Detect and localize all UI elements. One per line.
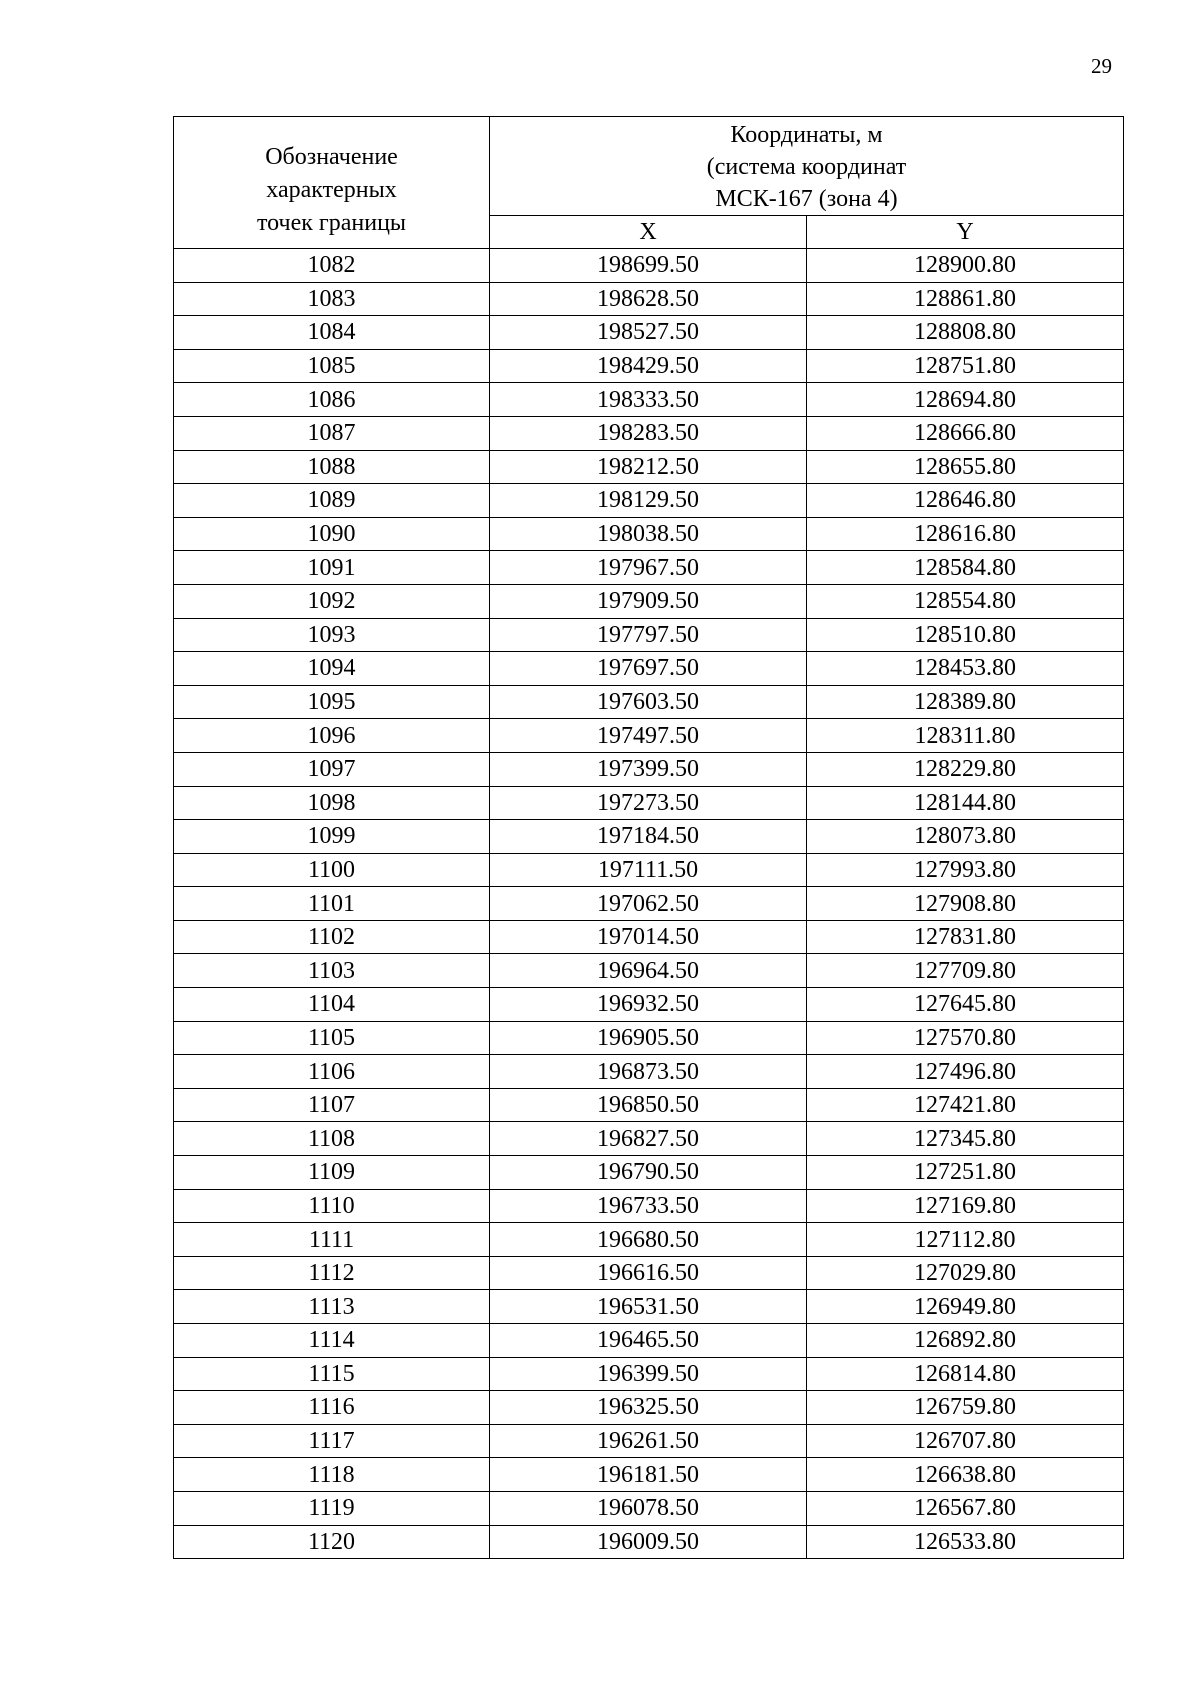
x-coordinate-cell: 196399.50 bbox=[490, 1357, 807, 1391]
y-coordinate-cell: 127251.80 bbox=[807, 1156, 1124, 1190]
point-header-line-2: характерных bbox=[266, 177, 397, 203]
page-number: 29 bbox=[1091, 54, 1112, 78]
table-row bbox=[174, 1491, 1124, 1525]
point-cell: 1119 bbox=[174, 1491, 490, 1525]
table-row bbox=[174, 282, 1124, 316]
table-row bbox=[174, 988, 1124, 1022]
y-coordinate-cell: 127709.80 bbox=[807, 954, 1124, 988]
y-coordinate-cell: 128616.80 bbox=[807, 517, 1124, 551]
x-coordinate-cell: 196932.50 bbox=[490, 988, 807, 1022]
y-coordinate-cell: 128584.80 bbox=[807, 551, 1124, 585]
y-coordinate-cell: 126567.80 bbox=[807, 1491, 1124, 1525]
table-row bbox=[174, 652, 1124, 686]
x-coordinate-cell: 196325.50 bbox=[490, 1391, 807, 1425]
x-coordinate-cell: 196850.50 bbox=[490, 1088, 807, 1122]
y-coordinate-cell: 128694.80 bbox=[807, 383, 1124, 417]
point-cell: 1120 bbox=[174, 1525, 490, 1559]
y-coordinate-cell: 126638.80 bbox=[807, 1458, 1124, 1492]
x-column-header: X bbox=[490, 216, 807, 249]
table-row bbox=[174, 1290, 1124, 1324]
point-cell: 1094 bbox=[174, 652, 490, 686]
table-row bbox=[174, 1357, 1124, 1391]
x-coordinate-cell: 197399.50 bbox=[490, 752, 807, 786]
point-cell: 1090 bbox=[174, 517, 490, 551]
table-row bbox=[174, 1088, 1124, 1122]
x-coordinate-cell: 196680.50 bbox=[490, 1223, 807, 1257]
y-coordinate-cell: 127169.80 bbox=[807, 1189, 1124, 1223]
table-row bbox=[174, 752, 1124, 786]
x-coordinate-cell: 198129.50 bbox=[490, 484, 807, 518]
table-row bbox=[174, 1391, 1124, 1425]
y-coordinate-cell: 126707.80 bbox=[807, 1424, 1124, 1458]
table-row bbox=[174, 920, 1124, 954]
point-cell: 1089 bbox=[174, 484, 490, 518]
coordinates-group-header bbox=[490, 117, 1124, 216]
point-cell: 1097 bbox=[174, 752, 490, 786]
point-cell: 1096 bbox=[174, 719, 490, 753]
point-cell: 1116 bbox=[174, 1391, 490, 1425]
point-cell: 1093 bbox=[174, 618, 490, 652]
x-coordinate-cell: 198333.50 bbox=[490, 383, 807, 417]
y-coordinate-cell: 128655.80 bbox=[807, 450, 1124, 484]
y-coordinate-cell: 126892.80 bbox=[807, 1324, 1124, 1358]
point-cell: 1101 bbox=[174, 887, 490, 921]
point-cell: 1085 bbox=[174, 349, 490, 383]
x-coordinate-cell: 196009.50 bbox=[490, 1525, 807, 1559]
table-row bbox=[174, 853, 1124, 887]
point-cell: 1109 bbox=[174, 1156, 490, 1190]
point-cell: 1117 bbox=[174, 1424, 490, 1458]
table-row bbox=[174, 719, 1124, 753]
x-coordinate-cell: 196905.50 bbox=[490, 1021, 807, 1055]
x-coordinate-cell: 198283.50 bbox=[490, 416, 807, 450]
table-row bbox=[174, 316, 1124, 350]
point-cell: 1108 bbox=[174, 1122, 490, 1156]
y-coordinate-cell: 128900.80 bbox=[807, 249, 1124, 283]
x-coordinate-cell: 198038.50 bbox=[490, 517, 807, 551]
table-row bbox=[174, 484, 1124, 518]
x-coordinate-cell: 198699.50 bbox=[490, 249, 807, 283]
table-row bbox=[174, 618, 1124, 652]
y-coordinate-cell: 128229.80 bbox=[807, 752, 1124, 786]
point-cell: 1100 bbox=[174, 853, 490, 887]
x-coordinate-cell: 196531.50 bbox=[490, 1290, 807, 1324]
point-cell: 1104 bbox=[174, 988, 490, 1022]
y-coordinate-cell: 127993.80 bbox=[807, 853, 1124, 887]
table-row bbox=[174, 1223, 1124, 1257]
x-coordinate-cell: 197967.50 bbox=[490, 551, 807, 585]
x-coordinate-cell: 196616.50 bbox=[490, 1256, 807, 1290]
x-coordinate-cell: 198429.50 bbox=[490, 349, 807, 383]
y-coordinate-cell: 126814.80 bbox=[807, 1357, 1124, 1391]
point-designation-header bbox=[174, 117, 490, 249]
point-cell: 1111 bbox=[174, 1223, 490, 1257]
x-coordinate-cell: 198628.50 bbox=[490, 282, 807, 316]
y-coordinate-cell: 128554.80 bbox=[807, 584, 1124, 618]
table-row bbox=[174, 820, 1124, 854]
x-coordinate-cell: 198527.50 bbox=[490, 316, 807, 350]
y-coordinate-cell: 127112.80 bbox=[807, 1223, 1124, 1257]
x-coordinate-cell: 196873.50 bbox=[490, 1055, 807, 1089]
table-row bbox=[174, 1424, 1124, 1458]
table-row bbox=[174, 1324, 1124, 1358]
table-row bbox=[174, 1122, 1124, 1156]
table-row bbox=[174, 1256, 1124, 1290]
x-coordinate-cell: 197273.50 bbox=[490, 786, 807, 820]
table-row bbox=[174, 1055, 1124, 1089]
y-coordinate-cell: 128861.80 bbox=[807, 282, 1124, 316]
point-cell: 1084 bbox=[174, 316, 490, 350]
point-cell: 1110 bbox=[174, 1189, 490, 1223]
y-coordinate-cell: 127496.80 bbox=[807, 1055, 1124, 1089]
y-coordinate-cell: 128073.80 bbox=[807, 820, 1124, 854]
table-row bbox=[174, 786, 1124, 820]
x-coordinate-cell: 196827.50 bbox=[490, 1122, 807, 1156]
y-coordinate-cell: 128510.80 bbox=[807, 618, 1124, 652]
x-coordinate-cell: 196465.50 bbox=[490, 1324, 807, 1358]
table-row bbox=[174, 1156, 1124, 1190]
point-cell: 1091 bbox=[174, 551, 490, 585]
point-cell: 1098 bbox=[174, 786, 490, 820]
x-coordinate-cell: 198212.50 bbox=[490, 450, 807, 484]
x-coordinate-cell: 197909.50 bbox=[490, 584, 807, 618]
x-coordinate-cell: 196181.50 bbox=[490, 1458, 807, 1492]
y-coordinate-cell: 126759.80 bbox=[807, 1391, 1124, 1425]
y-coordinate-cell: 127908.80 bbox=[807, 887, 1124, 921]
x-coordinate-cell: 197797.50 bbox=[490, 618, 807, 652]
y-coordinate-cell: 128666.80 bbox=[807, 416, 1124, 450]
table-row bbox=[174, 383, 1124, 417]
point-cell: 1088 bbox=[174, 450, 490, 484]
coordinates-table bbox=[173, 116, 1124, 1559]
x-coordinate-cell: 197062.50 bbox=[490, 887, 807, 921]
x-coordinate-cell: 196790.50 bbox=[490, 1156, 807, 1190]
point-cell: 1095 bbox=[174, 685, 490, 719]
point-cell: 1105 bbox=[174, 1021, 490, 1055]
point-cell: 1114 bbox=[174, 1324, 490, 1358]
coords-header-line-1: Координаты, м bbox=[730, 122, 883, 148]
x-coordinate-cell: 197111.50 bbox=[490, 853, 807, 887]
table-row bbox=[174, 450, 1124, 484]
point-cell: 1106 bbox=[174, 1055, 490, 1089]
table-row bbox=[174, 551, 1124, 585]
point-cell: 1107 bbox=[174, 1088, 490, 1122]
y-coordinate-cell: 127029.80 bbox=[807, 1256, 1124, 1290]
x-coordinate-cell: 197014.50 bbox=[490, 920, 807, 954]
x-coordinate-cell: 197497.50 bbox=[490, 719, 807, 753]
x-coordinate-cell: 196733.50 bbox=[490, 1189, 807, 1223]
point-header-line-3: точек границы bbox=[256, 210, 407, 236]
table-row bbox=[174, 1458, 1124, 1492]
x-coordinate-cell: 196964.50 bbox=[490, 954, 807, 988]
table-row bbox=[174, 1021, 1124, 1055]
y-coordinate-cell: 128144.80 bbox=[807, 786, 1124, 820]
table-row bbox=[174, 954, 1124, 988]
y-coordinate-cell: 127831.80 bbox=[807, 920, 1124, 954]
point-cell: 1115 bbox=[174, 1357, 490, 1391]
table-row bbox=[174, 887, 1124, 921]
point-cell: 1092 bbox=[174, 584, 490, 618]
table-row bbox=[174, 249, 1124, 283]
y-coordinate-cell: 127345.80 bbox=[807, 1122, 1124, 1156]
table-row bbox=[174, 349, 1124, 383]
point-cell: 1082 bbox=[174, 249, 490, 283]
table-row bbox=[174, 517, 1124, 551]
y-coordinate-cell: 127570.80 bbox=[807, 1021, 1124, 1055]
table-row bbox=[174, 1189, 1124, 1223]
coords-header-line-3: МСК-167 (зона 4) bbox=[715, 186, 898, 212]
point-cell: 1112 bbox=[174, 1256, 490, 1290]
y-coordinate-cell: 126949.80 bbox=[807, 1290, 1124, 1324]
table-row bbox=[174, 685, 1124, 719]
point-cell: 1087 bbox=[174, 416, 490, 450]
table-row bbox=[174, 1525, 1124, 1559]
point-cell: 1103 bbox=[174, 954, 490, 988]
y-coordinate-cell: 128808.80 bbox=[807, 316, 1124, 350]
y-coordinate-cell: 128751.80 bbox=[807, 349, 1124, 383]
y-coordinate-cell: 128311.80 bbox=[807, 719, 1124, 753]
y-column-header: Y bbox=[807, 216, 1124, 249]
x-coordinate-cell: 197697.50 bbox=[490, 652, 807, 686]
x-coordinate-cell: 197603.50 bbox=[490, 685, 807, 719]
table-row bbox=[174, 416, 1124, 450]
y-coordinate-cell: 127645.80 bbox=[807, 988, 1124, 1022]
point-cell: 1102 bbox=[174, 920, 490, 954]
point-cell: 1083 bbox=[174, 282, 490, 316]
point-cell: 1113 bbox=[174, 1290, 490, 1324]
y-coordinate-cell: 128389.80 bbox=[807, 685, 1124, 719]
point-cell: 1086 bbox=[174, 383, 490, 417]
x-coordinate-cell: 196261.50 bbox=[490, 1424, 807, 1458]
y-coordinate-cell: 127421.80 bbox=[807, 1088, 1124, 1122]
point-cell: 1099 bbox=[174, 820, 490, 854]
x-coordinate-cell: 196078.50 bbox=[490, 1491, 807, 1525]
y-coordinate-cell: 128646.80 bbox=[807, 484, 1124, 518]
table-row bbox=[174, 584, 1124, 618]
point-header-line-1: Обозначение bbox=[265, 144, 398, 170]
table-body bbox=[174, 249, 1124, 1559]
point-cell: 1118 bbox=[174, 1458, 490, 1492]
y-coordinate-cell: 128453.80 bbox=[807, 652, 1124, 686]
table-header bbox=[174, 117, 1124, 249]
x-coordinate-cell: 197184.50 bbox=[490, 820, 807, 854]
coords-header-line-2: (система координат bbox=[706, 154, 907, 180]
y-coordinate-cell: 126533.80 bbox=[807, 1525, 1124, 1559]
